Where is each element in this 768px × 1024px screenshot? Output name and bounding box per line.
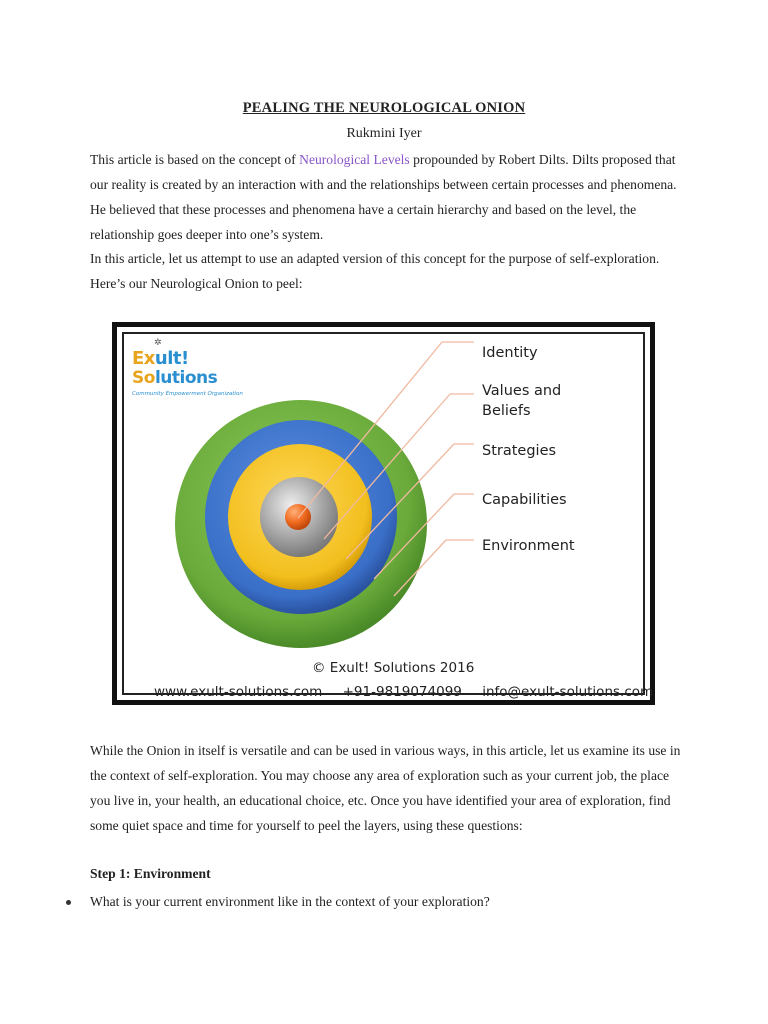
logo-tagline: Community Empowerment Organization: [132, 391, 243, 397]
figure-email: info@exult-solutions.com: [482, 684, 654, 700]
figure-inner-border: [122, 332, 654, 700]
label-identity: Identity: [482, 345, 538, 361]
logo-spark-icon: ✲: [154, 338, 162, 348]
step-1-question-1: What is your current environment like in the context of your exploration?: [90, 894, 490, 909]
list-item: [60, 889, 490, 914]
figure-website: www.exult-solutions.com: [154, 684, 323, 700]
label-strategies: Strategies: [482, 443, 557, 459]
logo-line-1: Exult!: [132, 348, 189, 369]
label-capabilities: Capabilities: [482, 492, 567, 508]
article-author: Rukmini Iyer: [346, 126, 422, 141]
figure-phone: +91-9819074099: [342, 684, 462, 700]
step-1-heading: Step 1: Environment: [90, 866, 211, 881]
logo-line-2: Solutions: [132, 368, 218, 388]
intro-paragraph: [90, 147, 690, 247]
label-values-and-beliefs: Values and Beliefs: [482, 383, 562, 419]
figure-copyright: © Exult! Solutions 2016: [312, 660, 475, 676]
article-title: PEALING THE NEUROLOGICAL ONION: [242, 100, 526, 116]
step-1-questions: [60, 889, 490, 914]
label-environment: Environment: [482, 538, 575, 554]
adaptation-paragraph: In this article, let us attempt to use an adapted version of this concept for the purpose of self-exploration. Here’s our Neurological Onion to peel:: [90, 251, 660, 291]
intro-text-end: propounded by Robert Dilts. Dilts proposed that our reality is created by an interaction with and the relationships between certain processes and phenomena. He believed that these processes and phenomena have a certain hierarchy and based on the level, the relationship goes deeper into one’s system.: [90, 152, 677, 242]
neurological-levels-link[interactable]: Neurological Levels: [299, 152, 410, 167]
intro-text-start: This article is based on the concept of: [90, 152, 300, 167]
figure-contact-footer: [154, 684, 669, 700]
neurological-onion-figure: [112, 322, 655, 705]
usage-paragraph: While the Onion in itself is versatile and can be used in various ways, in this article, let us examine its use in the context of self-exploration. You may choose any area of exploration such as your current job, the place you live in, your health, an educational choice, etc. Once you have identified your area of exploration, find some quiet space and time for yourself to peel the layers, using these questions:: [90, 743, 681, 833]
onion-diagram: [124, 334, 653, 703]
bullet-icon: [66, 900, 71, 905]
